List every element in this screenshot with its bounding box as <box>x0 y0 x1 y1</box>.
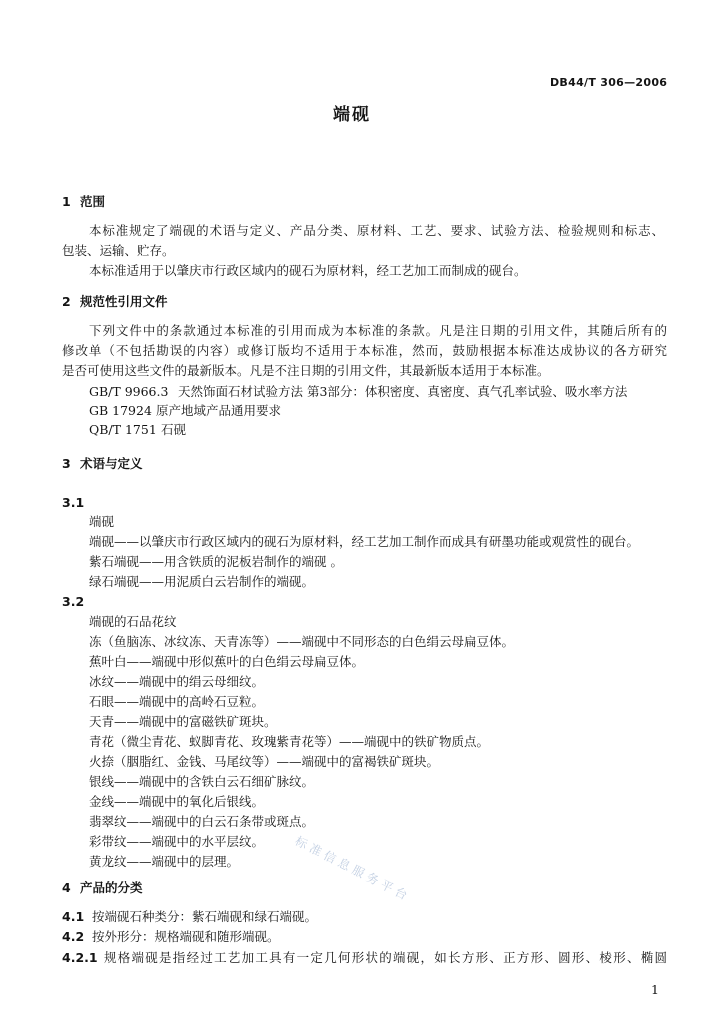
definition-line: 冻（鱼脑冻、冰纹冻、天青冻等）——端砚中不同形态的白色绢云母扁豆体。 <box>89 634 515 649</box>
definition-line: 黄龙纹——端砚中的层理。 <box>89 854 240 869</box>
section-heading: 规范性引用文件 <box>80 294 168 309</box>
section-heading: 范围 <box>80 194 106 209</box>
definition-line: 紫石端砚——用含铁质的泥板岩制作的端砚 。 <box>89 554 343 569</box>
definition-line: 银线——端砚中的含铁白云石细矿脉纹。 <box>89 774 315 789</box>
clause-text: 按端砚石种类分：紫石端砚和绿石端砚。 <box>92 909 318 924</box>
clause-number: 3.1 <box>62 495 85 510</box>
reference-title: 原产地域产品通用要求 <box>156 403 282 418</box>
definition-line: 天青——端砚中的富磁铁矿斑块。 <box>89 714 277 729</box>
definition-line: 青花（微尘青花、蚁脚青花、玫瑰紫青花等）——端砚中的铁矿物质点。 <box>89 734 490 749</box>
definition-line: 火捺（胭脂红、金钱、马尾纹等）——端砚中的富褐铁矿斑块。 <box>89 754 440 769</box>
document-title: 端砚 <box>333 105 371 125</box>
paragraph-line: 包装、运输、贮存。 <box>62 243 175 258</box>
definition-line: 蕉叶白——端砚中形似蕉叶的白色绢云母扁豆体。 <box>89 654 365 669</box>
paragraph-line: 下列文件中的条款通过本标准的引用而成为本标准的条款。凡是注日期的引用文件，其随后所有的 <box>89 323 667 338</box>
section-number: 2 <box>62 294 71 309</box>
clause-number: 3.2 <box>62 594 85 609</box>
clause-number: 4.2.1 <box>62 950 98 965</box>
reference-code: QB/T 1751 <box>89 422 157 437</box>
definition-line: 绿石端砚——用泥质白云岩制作的端砚。 <box>89 574 315 589</box>
definition-line: 翡翠纹——端砚中的白云石条带或斑点。 <box>89 814 315 829</box>
term: 端砚的石品花纹 <box>89 614 177 629</box>
reference-code: GB/T 9966.3 <box>89 384 169 399</box>
definition-line: 石眼——端砚中的高岭石豆粒。 <box>89 694 265 709</box>
standard-code: DB44/T 306—2006 <box>550 76 668 89</box>
definition-line: 冰纹——端砚中的绢云母细纹。 <box>89 674 265 689</box>
paragraph-line: 本标准适用于以肇庆市行政区域内的砚石为原材料，经工艺加工而制成的砚台。 <box>89 263 527 278</box>
definition-line: 金线——端砚中的氧化后银线。 <box>89 794 265 809</box>
paragraph-line: 是否可使用这些文件的最新版本。凡是不注日期的引用文件，其最新版本适用于本标准。 <box>62 363 550 378</box>
clause-text: 规格端砚是指经过工艺加工具有一定几何形状的端砚，如长方形、正方形、圆形、棱形、椭圆 <box>104 950 667 965</box>
reference-title: 天然饰面石材试验方法 第3部分：体积密度、真密度、真气孔率试验、吸水率方法 <box>178 384 628 399</box>
clause-number: 4.2 <box>62 929 85 944</box>
definition-line: 彩带纹——端砚中的水平层纹。 <box>89 834 265 849</box>
section-number: 4 <box>62 880 71 895</box>
section-number: 3 <box>62 456 71 471</box>
page-number: 1 <box>651 982 659 997</box>
section-heading: 产品的分类 <box>80 880 143 895</box>
term: 端砚 <box>89 514 115 529</box>
section-heading: 术语与定义 <box>80 456 143 471</box>
clause-number: 4.1 <box>62 909 85 924</box>
paragraph-line: 修改单（不包括勘误的内容）或修订版均不适用于本标准，然而，鼓励根据本标准达成协议的各方研究 <box>62 343 667 358</box>
watermark: 标准信息服务平台 <box>292 833 414 905</box>
reference-code: GB 17924 <box>89 403 152 418</box>
reference-title: 石砚 <box>161 422 187 437</box>
paragraph-line: 本标准规定了端砚的术语与定义、产品分类、原材料、工艺、要求、试验方法、检验规则和标志、 <box>89 223 664 238</box>
definition-line: 端砚——以肇庆市行政区域内的砚石为原材料，经工艺加工制作而成具有研墨功能或观赏性的砚台。 <box>89 534 640 549</box>
section-number: 1 <box>62 194 71 209</box>
clause-text: 按外形分：规格端砚和随形端砚。 <box>92 929 280 944</box>
